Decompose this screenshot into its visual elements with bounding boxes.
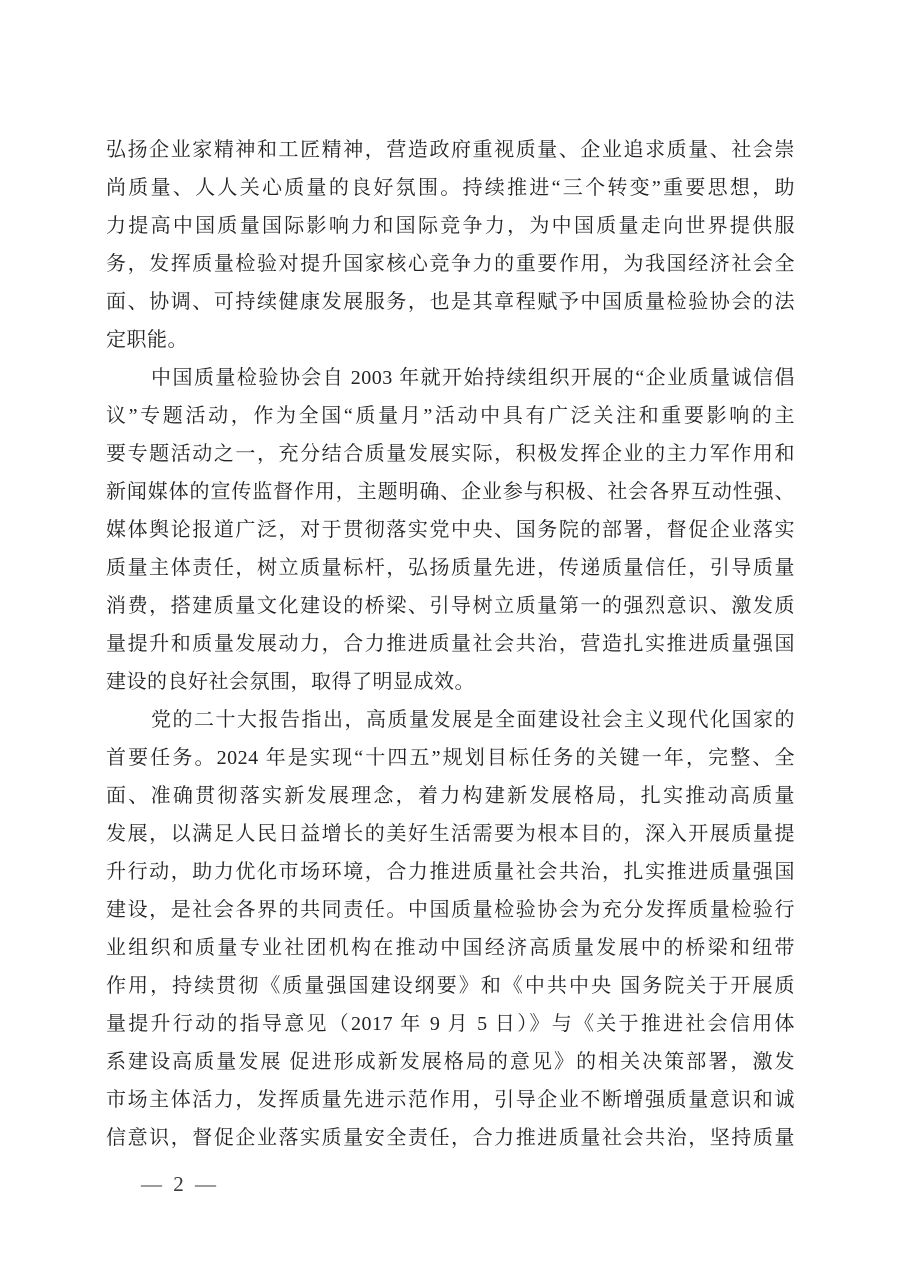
text-line: 中国质量检验协会自 2003 年就开始持续组织开展的“企业质量诚信倡 [151, 367, 795, 389]
text-line: 尚质量、人人关心质量的良好氛围。持续推进“三个转变”重要思想，助 [106, 177, 795, 199]
text-line: 作用，持续贯彻《质量强国建设纲要》和《中共中央 国务院关于开展质 [106, 975, 795, 997]
text-line: 市场主体活力，发挥质量先进示范作用，引导企业不断增强质量意识和诚 [106, 1089, 795, 1111]
text-line: 系建设高质量发展 促进形成新发展格局的意见》的相关决策部署，激发 [106, 1051, 795, 1073]
text-line: 质量主体责任，树立质量标杆，弘扬质量先进，传递质量信任，引导质量 [106, 557, 795, 579]
text-line: 定职能。 [106, 329, 188, 351]
text-line: 议”专题活动，作为全国“质量月”活动中具有广泛关注和重要影响的主 [106, 405, 795, 427]
text-line: 要专题活动之一，充分结合质量发展实际，积极发挥企业的主力军作用和 [106, 443, 795, 465]
text-line: 媒体舆论报道广泛，对于贯彻落实党中央、国务院的部署，督促企业落实 [106, 519, 795, 541]
text-line: 建设，是社会各界的共同责任。中国质量检验协会为充分发挥质量检验行 [106, 899, 795, 921]
page-number: — 2 — [141, 1172, 219, 1196]
text-line: 量提升和质量发展动力，合力推进质量社会共治，营造扎实推进质量强国 [106, 633, 795, 655]
paragraph-2 [106, 359, 795, 701]
text-line: 建设的良好社会氛围，取得了明显成效。 [106, 671, 475, 693]
text-line: 务，发挥质量检验对提升国家核心竞争力的重要作用，为我国经济社会全 [106, 253, 795, 275]
text-line: 首要任务。2024 年是实现“十四五”规划目标任务的关键一年，完整、全 [106, 747, 795, 769]
document-text-block [106, 131, 795, 1157]
paragraph-1 [106, 131, 795, 359]
paragraph-3 [106, 701, 795, 1157]
text-line: 发展，以满足人民日益增长的美好生活需要为根本目的，深入开展质量提 [106, 823, 795, 845]
text-line: 党的二十大报告指出，高质量发展是全面建设社会主义现代化国家的 [151, 709, 795, 731]
text-line: 新闻媒体的宣传监督作用，主题明确、企业参与积极、社会各界互动性强、 [106, 481, 795, 503]
text-line: 量提升行动的指导意见（2017 年 9 月 5 日）》与《关于推进社会信用体 [106, 1013, 795, 1035]
text-line: 面、准确贯彻落实新发展理念，着力构建新发展格局，扎实推动高质量 [106, 785, 795, 807]
text-line: 消费，搭建质量文化建设的桥梁、引导树立质量第一的强烈意识、激发质 [106, 595, 795, 617]
text-line: 弘扬企业家精神和工匠精神，营造政府重视质量、企业追求质量、社会崇 [106, 139, 795, 161]
text-line: 信意识，督促企业落实质量安全责任，合力推进质量社会共治，坚持质量 [106, 1127, 795, 1149]
text-line: 升行动，助力优化市场环境，合力推进质量社会共治，扎实推进质量强国 [106, 861, 795, 883]
text-line: 业组织和质量专业社团机构在推动中国经济高质量发展中的桥梁和纽带 [106, 937, 795, 959]
text-line: 力提高中国质量国际影响力和国际竞争力，为中国质量走向世界提供服 [106, 215, 795, 237]
text-line: 面、协调、可持续健康发展服务，也是其章程赋予中国质量检验协会的法 [106, 291, 795, 313]
